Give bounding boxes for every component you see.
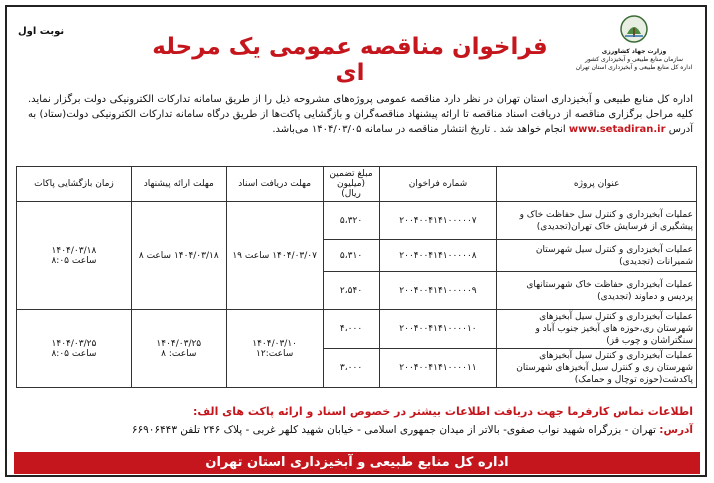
table-row xyxy=(17,310,697,349)
header-project: عنوان پروژه xyxy=(497,167,697,202)
page-title: فراخوان مناقصه عمومی یک مرحله ای xyxy=(152,34,548,86)
footer-banner: اداره کل منابع طبیعی و آبخیزداری استان تهران xyxy=(14,452,700,474)
website-link[interactable]: www.setadiran.ir xyxy=(568,124,666,135)
guarantee-amount: ۵،۳۱۰ xyxy=(323,240,379,272)
project-title: عملیات آبخیزداری و کنترل سیل شهرستان شمیرانات (تجدیدی) xyxy=(497,240,697,272)
opening-group1 xyxy=(17,202,132,310)
logo-line-organization: سازمان منابع طبیعی و آبخیزداری کشور xyxy=(584,56,684,63)
guarantee-amount: ۴،۰۰۰ xyxy=(323,310,379,349)
round-label: نوبت اول xyxy=(18,26,65,37)
project-title: عملیات آبخیزداری و کنترل سیل آبخیزهای شهرستان ری،حوزه های آبخیز جنوب آباد و سنگتراشان و چوب قز) xyxy=(497,310,697,349)
project-title: عملیات آبخیزداری و کنترل سیل آبخیزهای شهرستان ری و کنترل سیل آبخیزهای شهرستان پاکدشت(حوزه توچال و حمامک) xyxy=(497,349,697,388)
guarantee-amount: ۲،۵۴۰ xyxy=(323,272,379,310)
header-bid-deadline: مهلت ارائه پیشنهاد xyxy=(131,167,226,202)
call-number: ۲۰۰۴۰۰۴۱۴۱۰۰۰۰۱۰ xyxy=(379,310,497,349)
logo-line-ministry: وزارت جهاد کشاورزی xyxy=(601,48,667,55)
header-guarantee: مبلغ تضمین (میلیون ریال) xyxy=(323,167,379,202)
bid-deadline-time: ساعت: ۸ xyxy=(161,348,197,359)
intro-text-2: انجام خواهد شد . تاریخ انتشار مناقصه در سامانه ۱۴۰۴/۰۳/۰۵ می‌باشد. xyxy=(272,124,566,135)
call-number: ۲۰۰۴۰۰۴۱۴۱۰۰۰۰۰۷ xyxy=(379,202,497,240)
address-text: تهران - بزرگراه شهید نواب صفوی- بالاتر از میدان جمهوری اسلامی - خیابان شهید کلهر غربی - پلاک ۲۴۶ تلفن ۶۶۹۰۶۴۴۳ xyxy=(131,424,656,436)
header-call-number: شماره فراخوان xyxy=(379,167,497,202)
header-opening: زمان بازگشایی پاکات xyxy=(17,167,132,202)
header-doc-deadline: مهلت دریافت اسناد xyxy=(226,167,323,202)
call-number: ۲۰۰۴۰۰۴۱۴۱۰۰۰۰۱۱ xyxy=(379,349,497,388)
doc-deadline-date: ۱۴۰۴/۰۳/۱۰ xyxy=(252,338,298,349)
project-title: عملیات آبخیزداری حفاظت خاک شهرستانهای پردیس و دماوند (تجدیدی) xyxy=(497,272,697,310)
table-row xyxy=(17,202,697,240)
bid-deadline-group1: ۱۴۰۴/۰۳/۱۸ ساعت ۸ xyxy=(131,202,226,310)
opening-time: ساعت ۸:۰۵ xyxy=(51,255,97,266)
bid-deadline-group2 xyxy=(131,310,226,388)
guarantee-amount: ۳،۰۰۰ xyxy=(323,349,379,388)
project-title: عملیات آبخیزداری و کنترل سل حفاظت خاک و پیشگیری از فرسایش خاک تهران(تجدیدی) xyxy=(497,202,697,240)
address-label: آدرس: xyxy=(659,424,693,436)
emblem-icon xyxy=(619,14,649,44)
doc-deadline-time: ساعت:۱۲ xyxy=(256,348,294,359)
opening-group2 xyxy=(17,310,132,388)
ministry-logo xyxy=(574,14,694,80)
call-number: ۲۰۰۴۰۰۴۱۴۱۰۰۰۰۰۸ xyxy=(379,240,497,272)
intro-paragraph xyxy=(28,92,693,137)
call-number: ۲۰۰۴۰۰۴۱۴۱۰۰۰۰۰۹ xyxy=(379,272,497,310)
guarantee-amount: ۵،۳۲۰ xyxy=(323,202,379,240)
opening-date: ۱۴۰۴/۰۳/۱۸ xyxy=(51,245,97,256)
contact-heading: اطلاعات تماس کارفرما جهت دریافت اطلاعات بیشتر در خصوص اسناد و ارائه پاکت های الف: xyxy=(192,405,693,418)
table-header-row xyxy=(17,167,697,202)
bid-deadline-date: ۱۴۰۴/۰۳/۲۵ xyxy=(156,338,202,349)
opening-date: ۱۴۰۴/۰۳/۲۵ xyxy=(51,338,97,349)
intro-text-1: اداره کل منابع طبیعی و آبخیزداری استان تهران در نظر دارد مناقصه عمومی پروژه‌های مشروحه ذیل را از طریق سامانه تدارکات الکترونیکی دولت برگزار نماید. کلیه مراحل برگزاری مناقصه از دریافت اسناد مناقصه تا ارائه پیشنهاد مناقصه‌گران و بازگشایی پاکت‌ها از طریق درگاه سامانه تدارکات الکترونیکی دولت(ستاد) به آدرس xyxy=(28,94,693,135)
address-line xyxy=(28,424,693,436)
doc-deadline-group1: ۱۴۰۴/۰۳/۰۷ ساعت ۱۹ xyxy=(226,202,323,310)
opening-time: ساعت ۸:۰۵ xyxy=(51,348,97,359)
logo-line-department: اداره کل منابع طبیعی و آبخیزداری استان تهران xyxy=(575,64,693,71)
doc-deadline-group2 xyxy=(226,310,323,388)
projects-table xyxy=(16,166,697,388)
